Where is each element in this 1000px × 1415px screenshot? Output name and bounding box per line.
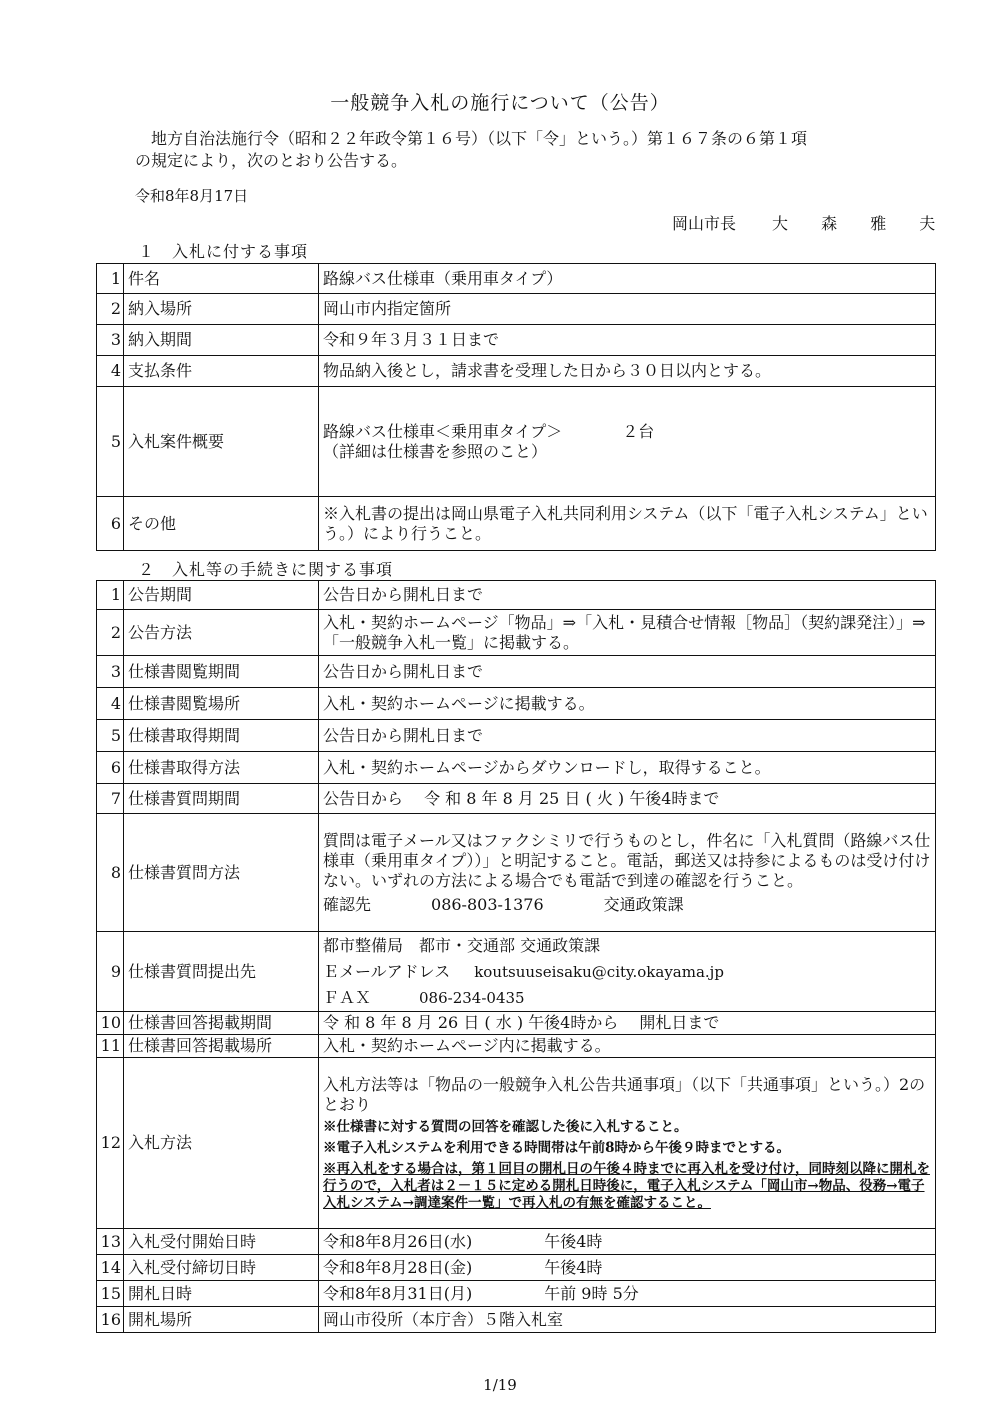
row-number: 2 (97, 610, 124, 656)
section-2-heading: ２ 入札等の手続きに関する事項 (138, 560, 394, 579)
bid-note-3: ※再入札をする場合は，第１回目の開札日の午後４時までに再入札を受け付け，同時刻以降に開札を行うので，入札者は２－１５に定める開札日時後に，電子入札システム「岡山市→物品、役務→電子入札システム→調達案件一覧」で再入札の有無を確認すること。 (323, 1160, 930, 1211)
row-number: 7 (97, 784, 124, 814)
row-number: 11 (97, 1035, 124, 1058)
row-label: 仕様書回答掲載場所 (124, 1035, 319, 1058)
table-row (97, 688, 936, 720)
row-value: 物品納入後とし，請求書を受理した日から３０日以内とする。 (319, 356, 936, 387)
row-date: 令和8年8月31日(月) (323, 1283, 473, 1303)
row-value: 入札・契約ホームページ内に掲載する。 (319, 1035, 936, 1058)
page-title: 一般競争入札の施行について（公告） (330, 92, 670, 114)
table-row (97, 264, 936, 294)
submit-dept: 都市整備局 都市・交通部 交通政策課 (323, 935, 601, 955)
row-number: 3 (97, 325, 124, 356)
table-row (97, 1229, 936, 1255)
row-label: 入札受付開始日時 (124, 1229, 319, 1255)
question-method-text: 質問は電子メール又はファクシミリで行うものとし，件名に「入札質問（路線バス仕様車（乗用車タイプ））」と明記すること。電話，郵送又は持参によるものは受け付けない。いずれの方法による場合でも電話で到達の確認を行うこと。 (323, 830, 931, 890)
signer-office: 岡山市長 (672, 214, 737, 233)
row-value (319, 1255, 936, 1281)
row-label: 納入期間 (124, 325, 319, 356)
row-label: 公告期間 (124, 581, 319, 610)
submit-fax-line (323, 985, 931, 1011)
intro-line-1: 地方自治法施行令（昭和２２年政令第１６号）（以下「令」という。）第１６７条の６第１項 (151, 129, 808, 148)
row-number: 13 (97, 1229, 124, 1255)
email-address: koutsuuseisaku@city.okayama.jp (474, 962, 724, 981)
row-label: 仕様書閲覧場所 (124, 688, 319, 720)
bid-note-1: ※仕様書に対する質問の回答を確認した後に入札すること。 (323, 1118, 688, 1135)
row-number: 6 (97, 497, 124, 551)
row-value: 入札・契約ホームページからダウンロードし，取得すること。 (319, 752, 936, 784)
fax-label: ＦＡＸ (323, 987, 372, 1007)
row-time: 午後4時 (544, 1231, 603, 1251)
table-row (97, 1281, 936, 1307)
row-number: 6 (97, 752, 124, 784)
intro-line-2: の規定により，次のとおり公告する。 (135, 151, 408, 170)
row-number: 3 (97, 656, 124, 688)
row-number: 1 (97, 581, 124, 610)
row-label: 公告方法 (124, 610, 319, 656)
row-value: 岡山市役所（本庁舎）５階入札室 (319, 1307, 936, 1333)
row-time: 午前 9時 5分 (544, 1283, 639, 1303)
table-row (97, 1035, 936, 1058)
row-number: 1 (97, 264, 124, 294)
row-number: 4 (97, 356, 124, 387)
row-value: 令和９年３月３１日まで (319, 325, 936, 356)
row-label: 仕様書質問提出先 (124, 932, 319, 1012)
table-row (97, 656, 936, 688)
row-value: 令 和 8 年 8 月 26 日 ( 水 ) 午後4時から 開札日まで (319, 1012, 936, 1035)
row-value (319, 1281, 936, 1307)
section-2-table (96, 580, 936, 1333)
row-number: 9 (97, 932, 124, 1012)
table-row (97, 752, 936, 784)
row-number: 15 (97, 1281, 124, 1307)
row-label: 入札受付締切日時 (124, 1255, 319, 1281)
table-row (97, 1255, 936, 1281)
summary-note: （詳細は仕様書を参照のこと） (323, 441, 548, 461)
row-number: 5 (97, 720, 124, 752)
email-label: Ｅメールアドレス (323, 961, 451, 981)
intro-paragraph (135, 128, 935, 172)
submit-email-line (323, 959, 931, 985)
row-number: 5 (97, 387, 124, 497)
row-value (319, 1229, 936, 1255)
table-row (97, 497, 936, 551)
table-row (97, 356, 936, 387)
notice-date: 令和8年8月17日 (135, 187, 249, 205)
signer-name: 大 森 雅 夫 (772, 214, 950, 233)
table-row (97, 1012, 936, 1035)
table-row (97, 1307, 936, 1333)
row-label: 仕様書質問方法 (124, 814, 319, 932)
row-value: 公告日から 令 和 8 年 8 月 25 日 ( 火 ) 午後4時まで (319, 784, 936, 814)
row-value: 公告日から開札日まで (319, 581, 936, 610)
row-number: 8 (97, 814, 124, 932)
row-label: 支払条件 (124, 356, 319, 387)
summary-item: 路線バス仕様車＜乗用車タイプ＞ (323, 421, 563, 441)
section-1-table (96, 263, 936, 551)
row-date: 令和8年8月28日(金) (323, 1257, 473, 1277)
row-value (319, 387, 936, 497)
table-row (97, 814, 936, 932)
row-label: 仕様書閲覧期間 (124, 656, 319, 688)
table-row (97, 294, 936, 325)
row-value: 入札・契約ホームページ「物品」⇒「入札・見積合せ情報［物品］（契約課発注）」⇒ 「一般競争入札一覧」に掲載する。 (319, 610, 936, 656)
row-value: 公告日から開札日まで (319, 656, 936, 688)
signer (672, 211, 949, 234)
row-label: その他 (124, 497, 319, 551)
row-value: 公告日から開札日まで (319, 720, 936, 752)
row-label: 仕様書質問期間 (124, 784, 319, 814)
table-row (97, 610, 936, 656)
row-value (319, 814, 936, 932)
fax-number: 086-234-0435 (419, 988, 525, 1007)
row-number: 16 (97, 1307, 124, 1333)
row-label: 仕様書取得方法 (124, 752, 319, 784)
row-number: 4 (97, 688, 124, 720)
bid-method-text: 入札方法等は「物品の一般競争入札公告共通事項」（以下「共通事項」という。）2のとおり (323, 1074, 926, 1114)
row-label: 納入場所 (124, 294, 319, 325)
table-row (97, 325, 936, 356)
row-value: ※入札書の提出は岡山県電子入札共同利用システム（以下「電子入札システム」という。）により行うこと。 (319, 497, 936, 551)
page-number: 1/19 (483, 1376, 517, 1394)
table-row (97, 1058, 936, 1229)
confirm-contact (323, 895, 931, 915)
confirm-label: 確認先 (323, 894, 372, 914)
row-value (319, 1058, 936, 1229)
row-label: 開札日時 (124, 1281, 319, 1307)
table-row (97, 387, 936, 497)
table-row (97, 720, 936, 752)
row-number: 10 (97, 1012, 124, 1035)
confirm-tel: 086-803-1376 (431, 894, 544, 914)
row-label: 仕様書回答掲載期間 (124, 1012, 319, 1035)
row-number: 14 (97, 1255, 124, 1281)
row-value: 岡山市内指定箇所 (319, 294, 936, 325)
row-label: 入札案件概要 (124, 387, 319, 497)
row-value (319, 932, 936, 1012)
row-label: 件名 (124, 264, 319, 294)
row-date: 令和8年8月26日(水) (323, 1231, 473, 1251)
row-label: 入札方法 (124, 1058, 319, 1229)
row-label: 開札場所 (124, 1307, 319, 1333)
row-value: 入札・契約ホームページに掲載する。 (319, 688, 936, 720)
row-number: 12 (97, 1058, 124, 1229)
row-value: 路線バス仕様車（乗用車タイプ） (319, 264, 936, 294)
table-row (97, 932, 936, 1012)
summary-quantity: ２台 (622, 421, 655, 441)
row-time: 午後4時 (544, 1257, 603, 1277)
table-row (97, 784, 936, 814)
bid-note-2: ※電子入札システムを利用できる時間帯は午前8時から午後９時までとする。 (323, 1139, 791, 1156)
table-row (97, 581, 936, 610)
confirm-dept: 交通政策課 (603, 894, 684, 914)
row-number: 2 (97, 294, 124, 325)
row-label: 仕様書取得期間 (124, 720, 319, 752)
section-1-heading: １ 入札に付する事項 (138, 242, 309, 261)
